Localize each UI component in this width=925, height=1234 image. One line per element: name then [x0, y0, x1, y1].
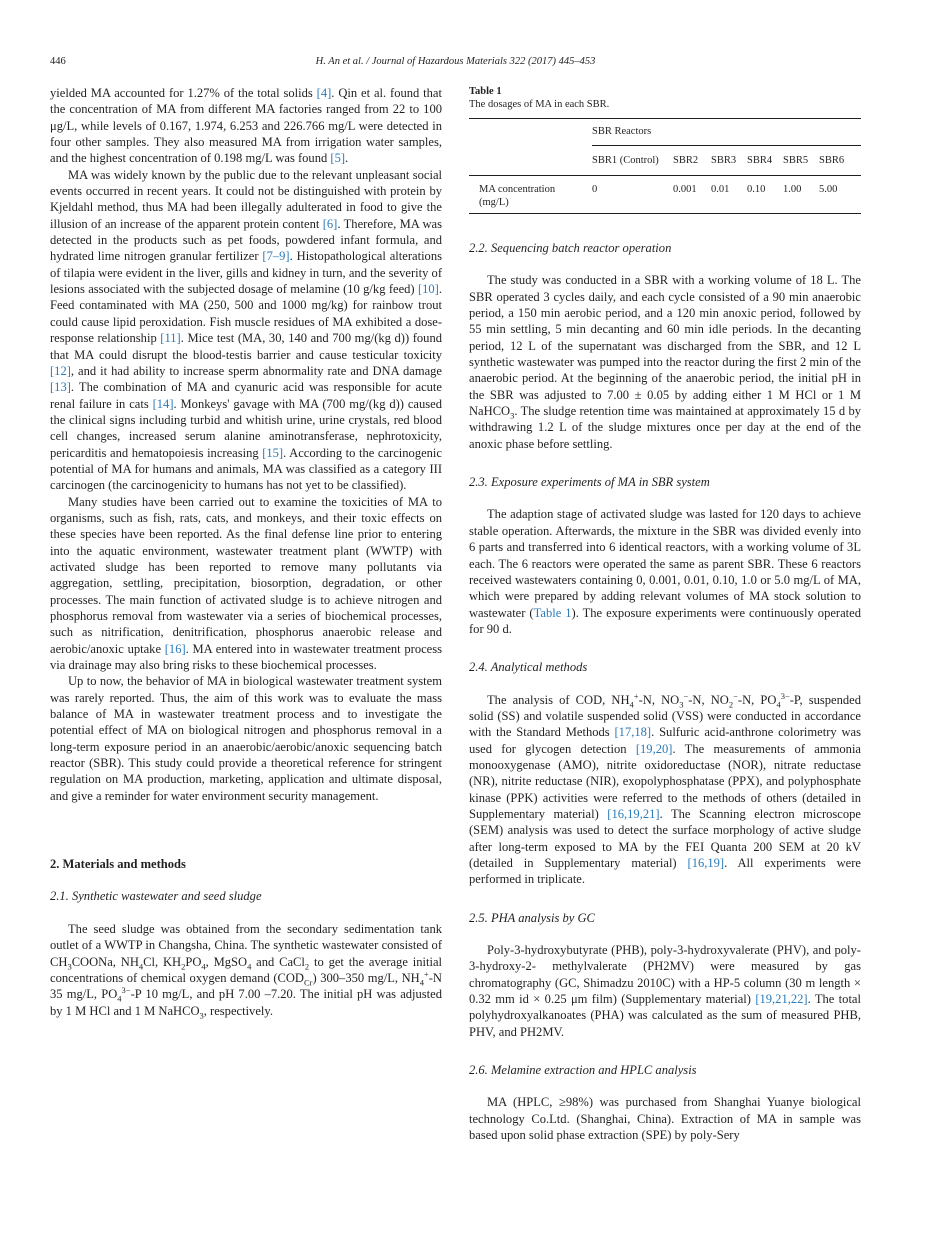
subsection-heading: 2.5. PHA analysis by GC — [469, 910, 595, 925]
table-cell: 0.01 — [711, 184, 730, 195]
table-header: SBR1 (Control) — [592, 155, 659, 166]
paragraph: Many studies have been carried out to examine the toxicities of MA to organisms, such as fish, rats, cats, and monkeys, and their toxic effects on these species have been reported. As the final defense line prior to entering into the aquatic environment, wastewater treatment plant (WWTP) with activated sludge has been reported to remove many pollutants via aggregation, settling, precipitation, biosorption, degradation, or other processes. The main function of activated sludge is to achieve nitrogen and phosphorus removal from wastewater via a series of biochemical processes, such as nitrification, denitrification, phosphorus anaerobic release and aerobic/anoxic uptake [16]. MA entered into in wastewater treatment process via drainage may also bring risks to these biochemical processes. — [50, 494, 443, 673]
citation-link[interactable]: [16,19] — [687, 856, 725, 870]
table-header: SBR6 — [819, 155, 845, 166]
citation-link[interactable]: [12] — [50, 363, 71, 378]
paragraph: The adaption stage of activated sludge was lasted for 120 days to achieve stable operation. Afterwards, the mixture in the SBR was divided evenly into 6 parts and transferred into 6 identical reactors, with a working volume of 3L each. The 6 reactors were operated the same as parent SBR. These 6 reactors received wastewaters containing 0, 0.001, 0.01, 0.10, 1.0 or 5.0 mg/L of MA, which were prepared by adding relevant volumes of MA stock solution to wastewater (Table 1). The exposure experiments were continuously operated for 90 d. — [469, 507, 861, 636]
citation-link[interactable]: [7–9] — [262, 249, 290, 264]
table-header: SBR3 — [711, 155, 737, 166]
citation-link[interactable]: [19,21,22] — [755, 992, 808, 1007]
citation-link[interactable]: [11] — [160, 331, 181, 346]
citation-link[interactable]: [10] — [417, 282, 439, 297]
table-cell: 0.001 — [673, 184, 697, 195]
citation-link[interactable]: [14] — [152, 396, 174, 411]
dosage-table — [469, 118, 861, 214]
subsection-heading: 2.3. Exposure experiments of MA in SBR system — [469, 475, 710, 490]
citation-link[interactable]: [4] — [316, 86, 332, 100]
subsection-heading: 2.2. Sequencing batch reactor operation — [469, 241, 672, 255]
subsection-heading: 2.4. Analytical methods — [469, 660, 588, 675]
citation-link[interactable]: [13] — [50, 380, 71, 395]
paragraph: The analysis of COD, $NH_4^+-N$, $NO_3^--N$, $NO_2^--N$, $PO_4^{3-}-P$, suspended solid (SS) and volatile suspended solid (VSS) were conducted in accordance with the Standard Methods [17,18]. Sulfuric acid-anthrone colorimetry was used for glycogen detection [19,20]. The measurements of ammonia monooxygenase (AMO), nitrite oxidoreductase (NOR), nitrate reductase (NR), nitrite reductase (NIR), exopolyphosphatase (PPX), and polyphosphate kinase (PPK) activities were referred to the methods of others (detailed in Supplementary material) [16,19,21]. The Scanning electron microscope (SEM) analysis was used to detect the surface morphology of active sludge after long-term exposed to MA by the FEI Quanta 200 SEM at 20 kV (detailed in Supplementary material) [16,19]. All experiments were performed in triplicate. — [469, 690, 862, 887]
subsection-heading: 2.1. Synthetic wastewater and seed sludge — [50, 889, 262, 904]
table-caption: The dosages of MA in each SBR. — [469, 99, 610, 110]
table-header: SBR5 — [783, 155, 809, 166]
paragraph: Up to now, the behavior of MA in biological wastewater treatment system was rarely reported. Thus, the aim of this work was to evaluate the mass balance of MA in wastewater treatment process and to investigate the potential effect of MA on biological nitrogen and phosphorus removal in a long-term exposure period in an anaerobic/aerobic/anoxic sequencing batch reactor (SBR). This study could provide a theoretical reference for stringent regulation on MA production, marketing, application and ultimate disposal, and give a reminder for water environment security management. — [50, 674, 442, 803]
paragraph: yielded MA accounted for 1.27% of the total solids [4]. Qin et al. found that the concentration of MA from different MA factories ranged from 22 to 100 μg/L, while levels of 0.167, 1.974, 6.253 and 226.766 mg/L were detected in four other samples. They also measured MA from irrigation water samples, and the highest concentration of 0.198 mg/L was found [5]. — [50, 86, 442, 166]
paragraph: Poly-3-hydroxybutyrate (PHB), poly-3-hydroxyvalerate (PHV), and poly-3-hydroxy-2- methylvalerate (PH2MV) were measured by gas chromatography (GC, Shimadzu 2010C) with a HP-5 column (30 m length × 0.32 mm id × 0.25 μm film) (Supplementary material) [19,21,22]. The total polyhydroxyalkanoates (PHA) was calculated as the sum of measured PHB, PHV, and PH2MV. — [469, 943, 861, 1039]
citation-link[interactable]: [15] — [262, 445, 284, 460]
table-cell: 5.00 — [819, 184, 838, 195]
table-cell: 1.00 — [783, 184, 802, 195]
citation-link[interactable]: [6] — [322, 216, 338, 231]
citation-link[interactable]: [16,19,21] — [607, 806, 660, 821]
table-row-label: MA concentration (mg/L) — [479, 184, 556, 208]
table-header: SBR4 — [747, 155, 773, 166]
left-column — [50, 85, 442, 1019]
subsection-heading: 2.6. Melamine extraction and HPLC analysis — [469, 1063, 697, 1078]
citation-link[interactable]: [16] — [164, 641, 186, 656]
journal-citation: H. An et al. / Journal of Hazardous Materials 322 (2017) 445–453 — [315, 56, 596, 67]
right-column — [469, 85, 861, 1143]
paragraph: MA (HPLC, ≥98%) was purchased from Shanghai Yuanye biological technology Co.Ltd. (Shanghai, China). Extraction of MA in sample was based upon solid phase extraction (SPE) by poly-Sery — [469, 1095, 861, 1143]
table-header: SBR2 — [673, 155, 699, 166]
table-link[interactable]: Table 1 — [533, 605, 572, 620]
table-cell: 0.10 — [747, 184, 766, 195]
paragraph: The seed sludge was obtained from the secondary sedimentation tank outlet of a WWTP in Changsha, China. The synthetic wastewater consisted of $CH_3COONa$, $NH_4Cl$, $KH_2PO_4$, MgSO$_4$ and CaCl$_2$ to get the average initial concentrations of chemical oxygen demand $(COD_{Cr})$ 300–350 mg/L, $NH_4^+-N$ 35 mg/L, $PO_4^{3-}-P$ 10 mg/L, and pH 7.00 –7.20. The initial pH was adjusted by 1 M HCl and 1 M NaHCO$_3$, respectively. — [50, 921, 443, 1021]
citation-link[interactable]: [5] — [330, 151, 346, 166]
paragraph: The study was conducted in a SBR with a working volume of 18 L. The SBR operated 3 cycles daily, and each cycle consisted of a 90 min anaerobic period, a 150 min aerobic period, and a 120 min anoxic period, followed by 55 min settling, 5 min decanting and 60 min idle periods. In the decanting period, 12 L of the supernatant was discharged from the SBR, and 12 L synthetic wastewater was pumped into the reactor during the first 2 min of the anaerobic period. At the beginning of the anaerobic period, the initial pH in the SBR was adjusted to 7.00 ± 0.05 by adding either 1 M HCl or 1 M NaHCO$_3$. The sludge retention time was maintained at approximately 15 d by withdrawing 1.2 L of the sludge mixtures once per day at the end of the anoxic phase before settling. — [469, 273, 861, 451]
page-number: 446 — [50, 56, 66, 67]
citation-link[interactable]: [17,18] — [614, 725, 652, 740]
table-title: Table 1 — [469, 86, 502, 97]
paragraph: MA was widely known by the public due to the relevant unpleasant social events occurred in recent years. It could not be distinguished with protein by Kjeldahl method, thus MA had been illegally adulterated in food to give the illusion of an increase of the apparent protein content [6]. Therefore, MA was detected in the products such as pet foods, powdered infant formula, and hydrated lime nitrogen granular fertilizer [7–9]. Histopathological alterations of tilapia were evident in the liver, gills and kidney in turn, and the severity of lesions associated with the subjected dosage of melamine (10 g/kg feed) [10]. Feed contaminated with MA (250, 500 and 1000 mg/kg) for rainbow trout could cause lipid peroxidation. Fish muscle residues of MA exhibited a dose-response relationship [11]. Mice test (MA, 30, 140 and 700 mg/(kg d)) found that MA could disrupt the blood-testis barrier and cause testicular toxicity [12], and it had ability to increase sperm abnormality rate and DNA damage [13]. The combination of MA and cyanuric acid was responsible for acute renal failure in cats [14]. Monkeys' gavage with MA (700 mg/(kg d)) caused the clinical signs including turbid and whitish urine, urine crystals, red blood cell changes, increased serum alanine aminotransferase, nephrotoxicity, pericarditis and hematopoiesis increasing [15]. According to the carcinogenic potential of MA for humans and animals, MA was classified as a category III carcinogen (the carcinogenicity to humans has not yet to be classified). — [50, 167, 442, 493]
section-heading: 2. Materials and methods — [50, 857, 186, 872]
citation-link[interactable]: [19,20] — [635, 741, 673, 756]
table-group-header: SBR Reactors — [592, 125, 861, 146]
table-cell: 0 — [592, 184, 598, 195]
